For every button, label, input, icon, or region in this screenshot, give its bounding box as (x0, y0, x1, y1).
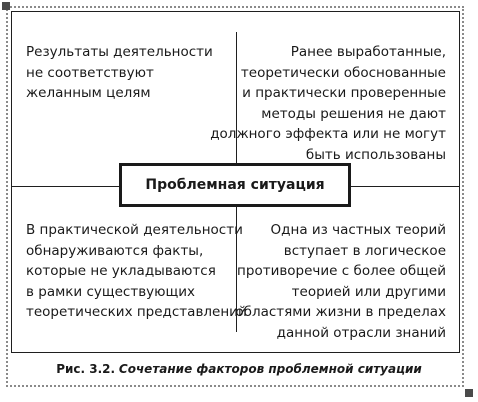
quadrant-text-line: областями жизни в пределах (235, 304, 446, 320)
quadrant-text-line: которые не укладываются (26, 263, 216, 279)
quadrant-text-line: в рамки существующих (26, 283, 196, 300)
quadrant-text-line: быть использованы (305, 146, 446, 163)
quadrant-text-line: В практической деятельности (26, 222, 243, 238)
quadrant-text-line: Одна из частных теорий (270, 222, 446, 238)
quadrant-text-line: желанным целям (26, 85, 151, 101)
quadrant-text-line: и практически проверенные (242, 85, 446, 101)
caption-text: Сочетание факторов проблемной ситуации (118, 362, 422, 376)
caption-number: Рис. 3.2. (56, 362, 116, 376)
quadrant-text-line: должного эффекта или не могут (210, 126, 446, 142)
center-box (119, 163, 351, 207)
quadrant-text-line: методы решения не дают (261, 105, 446, 122)
frame-corner-top-left (2, 2, 10, 10)
quadrant-text-line: вступает в логическое (283, 242, 446, 259)
quadrant-bottom-left (26, 220, 247, 323)
figure-caption (0, 361, 478, 377)
quadrant-text-line: противоречие с более общей (237, 263, 446, 279)
quadrant-top-left (26, 42, 213, 104)
center-label: Проблемная ситуация (145, 177, 325, 193)
diagram-box (11, 11, 460, 353)
quadrant-text-line: теоретически обоснованные (240, 64, 446, 81)
frame-corner-bottom-right (465, 389, 473, 397)
quadrant-text-line: Ранее выработанные, (290, 44, 446, 60)
quadrant-top-right (210, 42, 446, 165)
quadrant-text-line: теорией или другими (291, 283, 446, 300)
quadrant-text-line: данной отрасли знаний (276, 324, 446, 341)
quadrant-text-line: не соответствуют (26, 64, 154, 81)
quadrant-text-line: обнаруживаются факты, (26, 242, 204, 259)
quadrant-text-line: теоретических представлений (26, 304, 247, 320)
quadrant-bottom-right (235, 220, 446, 343)
quadrant-text-line: Результаты деятельности (26, 44, 213, 60)
